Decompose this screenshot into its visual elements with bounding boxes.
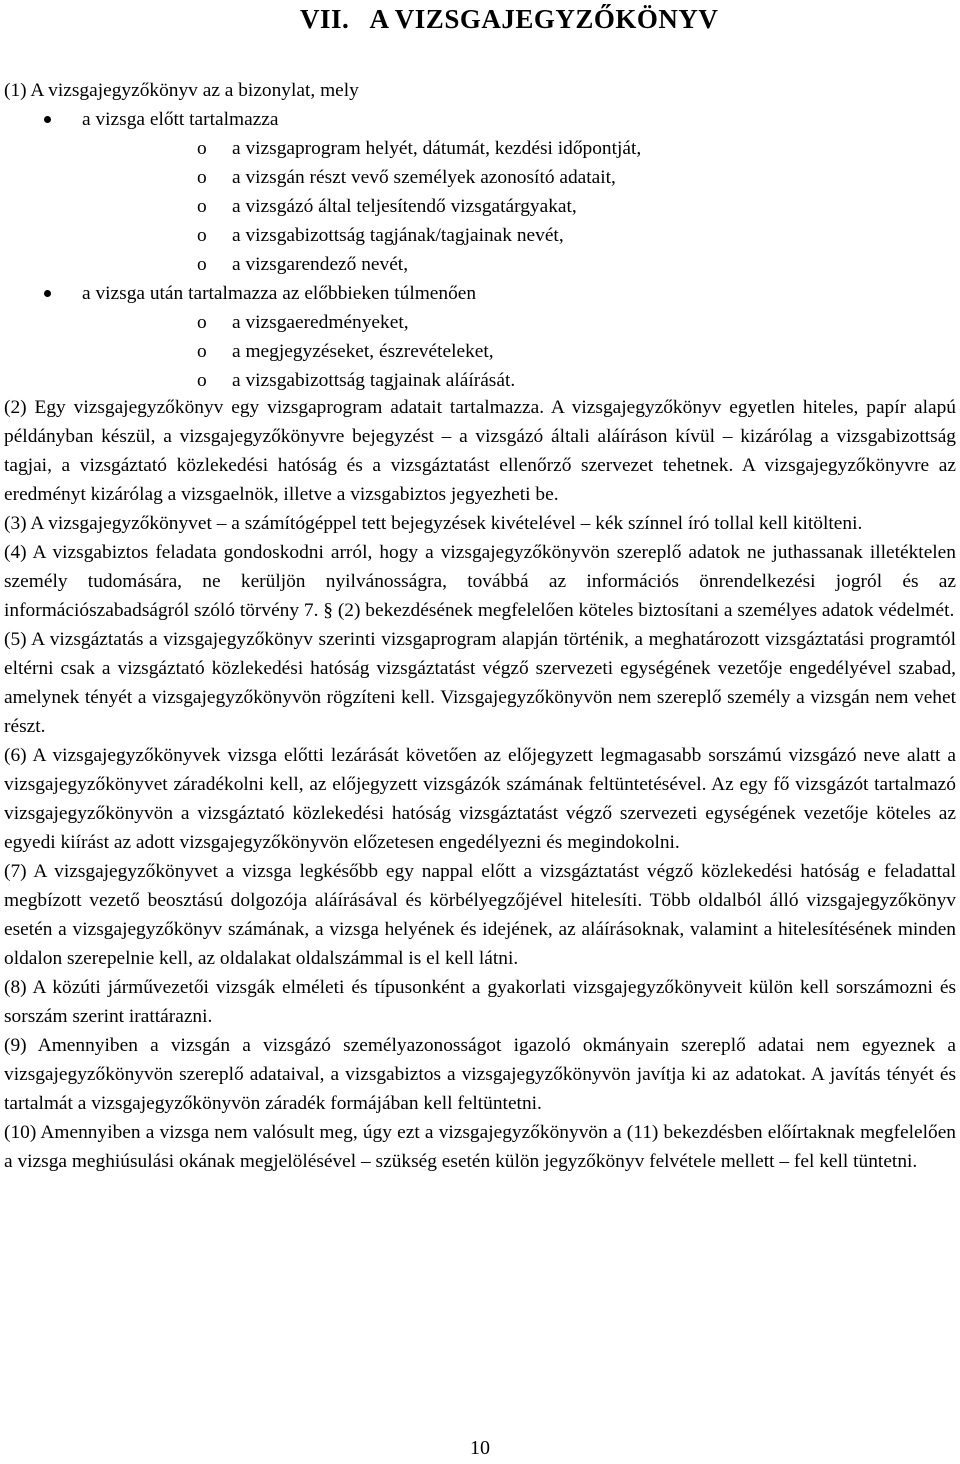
bullet-text: a vizsga után tartalmazza az előbbieken túlmenően <box>82 283 477 304</box>
bullet-icon <box>44 116 51 123</box>
list-item <box>4 279 641 395</box>
bullet-text: a vizsga előtt tartalmazza <box>82 109 279 130</box>
sub-bullet-marker: o <box>197 196 207 217</box>
sub-bullet-marker: o <box>197 341 207 362</box>
document-body <box>4 393 956 1176</box>
sub-bullet-marker: o <box>197 370 207 391</box>
sub-item-text: a vizsgabizottság tagjának/tagjainak nevét, <box>232 225 564 246</box>
paragraph-10: (10) Amennyiben a vizsga nem valósult meg, úgy ezt a vizsgajegyzőkönyvön a (11) bekezdésben előírtaknak megfelelően a vizsga meghiúsulási okának megjelölésével – szükség esetén külön jegyzőkönyv felvétele mellett – fel kell tüntetni. <box>4 1122 956 1172</box>
sub-list-item <box>82 337 641 366</box>
sub-bullet-marker: o <box>197 312 207 333</box>
sub-item-text: a vizsgarendező nevét, <box>232 254 409 275</box>
sub-list-item <box>82 308 641 337</box>
sub-list-item <box>82 250 641 279</box>
intro-paragraph: (1) A vizsgajegyzőkönyv az a bizonylat, mely <box>4 80 359 101</box>
sub-bullet-marker: o <box>197 254 207 275</box>
sub-list-item <box>82 221 641 250</box>
paragraph-3: (3) A vizsgajegyzőkönyvet – a számítógéppel tett bejegyzések kivételével – kék színnel író tollal kell kitölteni. <box>4 513 863 534</box>
paragraph-8: (8) A közúti járművezetői vizsgák elméleti és típusonként a gyakorlati vizsgajegyzőkönyveit külön kell sorszámozni és sorszám szerint irattárazni. <box>4 977 956 1027</box>
paragraph-4: (4) A vizsgabiztos feladata gondoskodni arról, hogy a vizsgajegyzőkönyvön szereplő adatok ne juthassanak illetéktelen személy tudomására, ne kerüljön nyilvánosságra, továbbá az információs önrendelkezési jogról és az információszabadságról szóló törvény 7. § (2) bekezdésének megfelelően köteles biztosítani a személyes adatok védelmét. <box>4 542 956 621</box>
section-title-text: A VIZSGAJEGYZŐKÖNYV <box>369 4 719 34</box>
paragraph-2: (2) Egy vizsgajegyzőkönyv egy vizsgaprogram adatait tartalmazza. A vizsgajegyzőkönyv egyetlen hiteles, papír alapú példányban készül, a vizsgajegyzőkönyvre bejegyzést – a vizsgázó általi aláíráson kívül – kizárólag a vizsgabizottság tagjai, a vizsgáztató közlekedési hatóság és a vizsgáztatást ellenőrző szervezet tehetnek. A vizsgajegyzőkönyvre az eredményt kizárólag a vizsgaelnök, illetve a vizsgabiztos jegyezheti be. <box>4 397 956 505</box>
sub-item-text: a vizsgaeredményeket, <box>232 312 409 333</box>
sub-bullet-marker: o <box>197 167 207 188</box>
sub-item-text: a vizsgázó által teljesítendő vizsgatárgyakat, <box>232 196 577 217</box>
sub-list-item <box>82 163 641 192</box>
sub-list <box>82 308 641 395</box>
paragraph-6: (6) A vizsgajegyzőkönyvek vizsga előtti lezárását követően az előjegyzett legmagasabb sorszámú vizsgázó neve alatt a vizsgajegyzőkönyvet záradékolni kell, az előjegyzett vizsgázók számának feltüntetésével. Az egy fő vizsgázót tartalmazó vizsgajegyzőkönyvön a vizsgáztató közlekedési hatóság vizsgáztatást végző szervezeti egységének vezetője köteles az egyedi kiírást az adott vizsgajegyzőkönyvön előzetesen engedélyezni és megindokolni. <box>4 745 956 853</box>
sub-list-item <box>82 134 641 163</box>
section-number: VII. <box>300 4 350 34</box>
sub-list-item <box>82 192 641 221</box>
sub-list <box>82 134 641 279</box>
sub-item-text: a vizsgán részt vevő személyek azonosító adatait, <box>232 167 616 188</box>
sub-item-text: a megjegyzéseket, észrevételeket, <box>232 341 494 362</box>
list-item <box>4 105 641 279</box>
section-title <box>300 2 718 36</box>
intro-block <box>4 76 641 395</box>
bullet-list <box>4 105 641 395</box>
bullet-icon <box>44 290 51 297</box>
sub-bullet-marker: o <box>197 225 207 246</box>
paragraph-5: (5) A vizsgáztatás a vizsgajegyzőkönyv szerinti vizsgaprogram alapján történik, a meghatározott vizsgáztatási programtól eltérni csak a vizsgáztató közlekedési hatóság vizsgáztatást végző szervezeti egységének vezetője engedélyével szabad, amelynek tényét a vizsgajegyzőkönyvön rögzíteni kell. Vizsgajegyzőkönyvön nem szereplő személy a vizsgán nem vehet részt. <box>4 629 956 737</box>
sub-list-item <box>82 366 641 395</box>
page-number: 10 <box>470 1437 490 1459</box>
sub-item-text: a vizsgaprogram helyét, dátumát, kezdési időpontját, <box>232 138 642 159</box>
paragraph-7: (7) A vizsgajegyzőkönyvet a vizsga legkésőbb egy nappal előtt a vizsgáztatást végző közlekedési hatóság e feladattal megbízott vezető beosztású dolgozója aláírásával és körbélyegzőjével hitelesíti. Több oldalból álló vizsgajegyzőkönyv esetén a vizsgajegyzőkönyv számának, a vizsga helyének és idejének, az aláírásoknak, valamint a hitelesítésének minden oldalon szerepelnie kell, az oldalakat oldalszámmal is el kell látni. <box>4 861 956 969</box>
sub-bullet-marker: o <box>197 138 207 159</box>
sub-item-text: a vizsgabizottság tagjainak aláírását. <box>232 370 516 391</box>
paragraph-9: (9) Amennyiben a vizsgán a vizsgázó személyazonosságot igazoló okmányain szereplő adatai nem egyeznek a vizsgajegyzőkönyvön szereplő adataival, a vizsgabiztos a vizsgajegyzőkönyvön javítja ki az adatokat. A javítás tényét és tartalmát a vizsgajegyzőkönyvön záradék formájában kell feltüntetni. <box>4 1035 956 1114</box>
